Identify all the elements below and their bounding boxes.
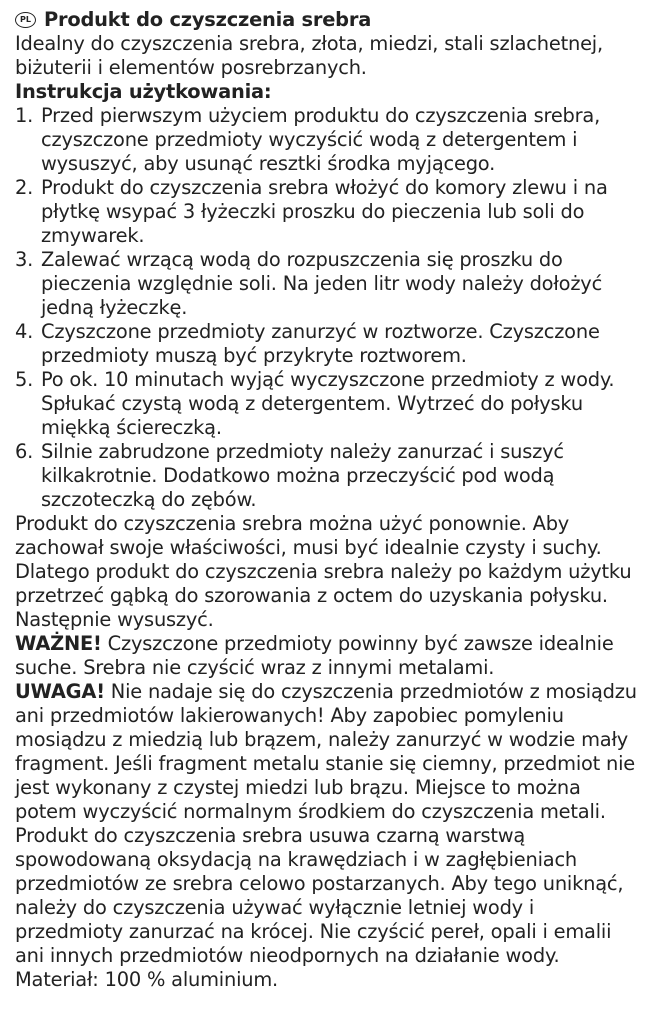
step-item — [15, 368, 643, 440]
step-text: Silnie zabrudzone przedmioty należy zanurzać i suszyć kilkakrotnie. Dodatkowo można przeczyścić pod wodą szczoteczką do zębów. — [41, 440, 564, 511]
step-item — [15, 176, 643, 248]
product-title: Produkt do czyszczenia srebra — [44, 8, 372, 31]
step-number: 3. — [15, 248, 34, 271]
step-text: Zalewać wrzącą wodą do rozpuszczenia się proszku do pieczenia względnie soli. Na jeden litr wody należy dołożyć jedną łyżeczkę. — [41, 248, 603, 319]
intro-paragraph: Idealny do czyszczenia srebra, złota, miedzi, stali szlachetnej, biżuterii i elementów posrebrzanych. — [15, 32, 603, 79]
warning-paragraph — [15, 680, 643, 968]
step-item — [15, 440, 643, 512]
instruction-steps — [15, 104, 643, 512]
step-number: 4. — [15, 320, 34, 343]
step-text: Przed pierwszym użyciem produktu do czyszczenia srebra, czyszczone przedmioty wyczyścić wodą z detergentem i wysuszyć, aby usunąć resztki środka myjącego. — [41, 104, 601, 175]
reuse-paragraph: Produkt do czyszczenia srebra można użyć ponownie. Aby zachował swoje właściwości, musi być idealnie czysty i suchy. Dlatego produkt do czyszczenia srebra należy po każdym użytku przetrzeć gąbką do szorowania z octem do uzyskania połysku. Następnie wysuszyć. — [15, 512, 632, 631]
step-text: Produkt do czyszczenia srebra włożyć do komory zlewu i na płytkę wsypać 3 łyżeczki proszku do pieczenia lub soli do zmywarek. — [41, 176, 608, 247]
important-label: WAŻNE! — [15, 632, 102, 655]
step-number: 6. — [15, 440, 34, 463]
step-number: 1. — [15, 104, 34, 127]
step-item — [15, 320, 643, 368]
important-paragraph — [15, 632, 643, 680]
warning-text: Nie nadaje się do czyszczenia przedmiotów z mosiądzu ani przedmiotów lakierowanych! Aby zapobiec pomyleniu mosiądzu z miedzią lub brązem, należy zanurzyć w wodzie mały fragment. Jeśli fragment metalu stanie się ciemny, przedmiot nie jest wykonany z czystej miedzi lub brązu. Miejsce to można potem wyczyścić normalnym środkiem do czyszczenia metali. Produkt do czyszczenia srebra usuwa czarną warstwą spowodowaną oksydacją na krawędziach i w zagłębieniach przedmiotów ze srebra celowo postarzanych. Aby tego uniknąć, należy do czyszczenia używać wyłącznie letniej wody i przedmioty zanurzać na krócej. Nie czyścić pereł, opali i emalii ani innych przedmiotów nieodpornych na działanie wody. — [15, 680, 637, 967]
language-badge-icon: PL — [15, 12, 36, 28]
instructions-heading: Instrukcja użytkowania: — [15, 80, 272, 103]
warning-label: UWAGA! — [15, 680, 105, 703]
step-number: 2. — [15, 176, 34, 199]
step-item — [15, 104, 643, 176]
step-item — [15, 248, 643, 320]
step-text: Czyszczone przedmioty zanurzyć w roztworze. Czyszczone przedmioty muszą być przykryte roztworem. — [41, 320, 600, 367]
material-line: Materiał: 100 % aluminium. — [15, 968, 279, 991]
step-text: Po ok. 10 minutach wyjąć wyczyszczone przedmioty z wody. Spłukać czystą wodą z detergentem. Wytrzeć do połysku miękką ściereczką. — [41, 368, 615, 439]
step-number: 5. — [15, 368, 34, 391]
title-row — [15, 8, 643, 32]
important-text: Czyszczone przedmioty powinny być zawsze idealnie suche. Srebra nie czyścić wraz z innymi metalami. — [15, 632, 614, 679]
